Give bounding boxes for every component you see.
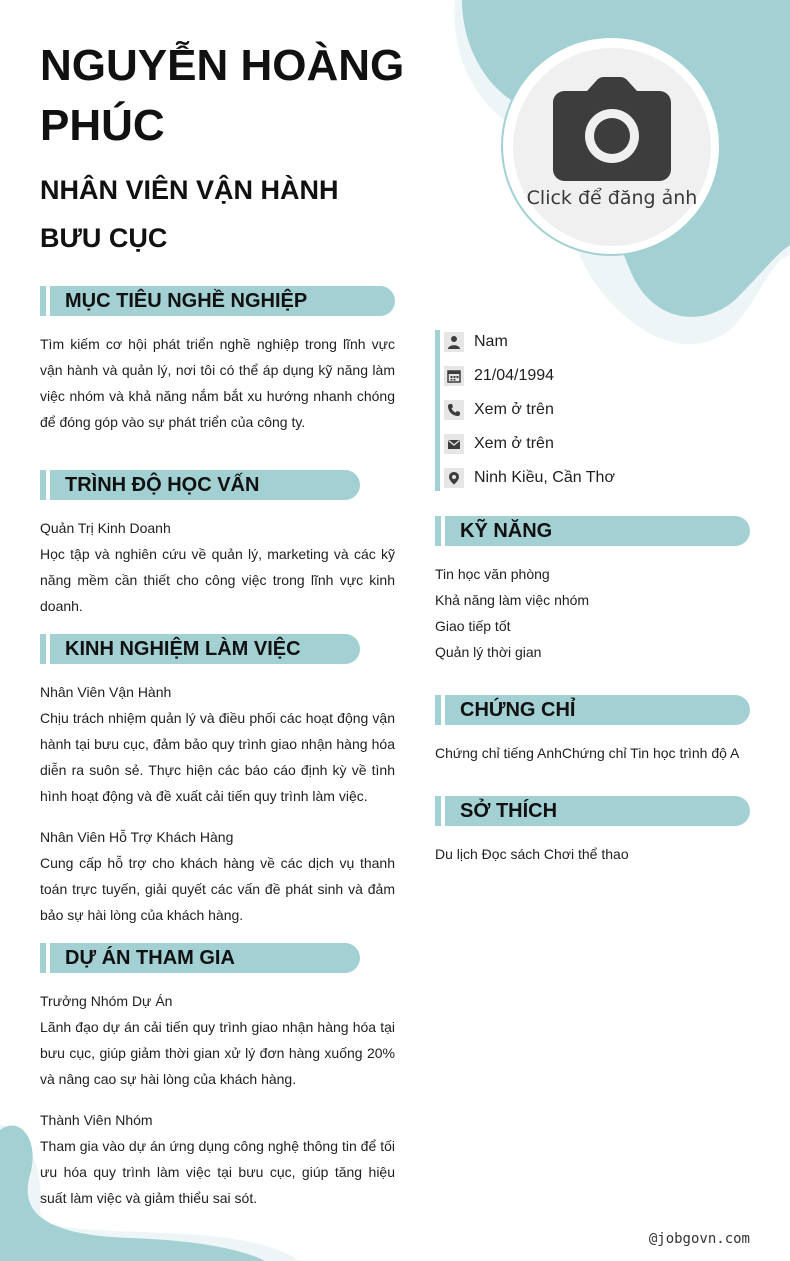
- experience-item-title: Nhân Viên Hỗ Trợ Khách Hàng: [40, 829, 234, 845]
- location-pin-icon: [444, 468, 464, 488]
- section-hobbies-header: [435, 796, 750, 826]
- skill-item: Khả năng làm việc nhóm: [435, 592, 590, 608]
- section-experience-header: [40, 634, 360, 664]
- section-projects-header: [40, 943, 360, 973]
- header-accent-bar: [40, 470, 46, 500]
- person-icon: [444, 332, 464, 352]
- section-title: KỸ NĂNG: [445, 516, 750, 546]
- email-icon: [444, 434, 464, 454]
- section-education-header: [40, 470, 360, 500]
- project-item-title: Trưởng Nhóm Dự Án: [40, 993, 173, 1009]
- experience-item-title: Nhân Viên Vận Hành: [40, 684, 172, 700]
- section-skills-header: [435, 516, 750, 546]
- header-accent-bar: [435, 695, 441, 725]
- section-title: DỰ ÁN THAM GIA: [50, 943, 360, 973]
- job-title: NHÂN VIÊN VẬN HÀNH BƯU CỤC: [40, 175, 339, 253]
- section-title: KINH NGHIỆM LÀM VIỆC: [50, 634, 360, 664]
- calendar-icon: [444, 366, 464, 386]
- camera-icon[interactable]: [553, 77, 671, 181]
- header-accent-bar: [435, 516, 441, 546]
- section-title: TRÌNH ĐỘ HỌC VẤN: [50, 470, 360, 500]
- contact-value: Xem ở trên: [474, 435, 554, 452]
- education-item-text: Học tập và nghiên cứu về quản lý, marketing và các kỹ năng mềm cần thiết cho công việc trong lĩnh vực kinh doanh.: [40, 546, 395, 614]
- contact-value: Nam: [474, 333, 508, 350]
- header-accent-bar: [40, 286, 46, 316]
- contact-accent-line: [435, 330, 440, 491]
- skill-item: Tin học văn phòng: [435, 566, 550, 582]
- skill-item: Giao tiếp tốt: [435, 618, 511, 634]
- section-title: CHỨNG CHỈ: [445, 695, 750, 725]
- project-item-text: Lãnh đạo dự án cải tiến quy trình giao nhận hàng hóa tại bưu cục, giúp giảm thời gian xử lý đơn hàng xuống 20% và nâng cao sự hài lòng của khách hàng.: [40, 1019, 395, 1087]
- header-accent-bar: [435, 796, 441, 826]
- skill-item: Quản lý thời gian: [435, 644, 542, 660]
- candidate-name: NGUYỄN HOÀNG PHÚC: [40, 41, 405, 150]
- contact-value: 21/04/1994: [474, 367, 555, 384]
- certificates-text: Chứng chỉ tiếng AnhChứng chỉ Tin học trình độ A: [435, 745, 740, 761]
- contact-value: Xem ở trên: [474, 401, 554, 418]
- education-item-title: Quản Trị Kinh Doanh: [40, 520, 171, 536]
- contact-value: Ninh Kiều, Cần Thơ: [474, 469, 615, 486]
- section-objective-header: [40, 286, 395, 316]
- project-item-title: Thành Viên Nhóm: [40, 1112, 153, 1128]
- phone-icon: [444, 400, 464, 420]
- section-certificates-header: [435, 695, 750, 725]
- footer-watermark: @jobgovn.com: [648, 1231, 750, 1247]
- experience-item-text: Chịu trách nhiệm quản lý và điều phối các hoạt động vận hành tại bưu cục, đảm bảo quy trình giao nhận hàng hóa diễn ra suôn sẻ. Thực hiện các báo cáo định kỳ về tình hình hoạt động và đề xuất cải tiến quy trình làm việc.: [40, 710, 395, 804]
- photo-upload-label[interactable]: Click để đăng ảnh: [526, 187, 698, 209]
- section-title: MỤC TIÊU NGHỀ NGHIỆP: [50, 286, 395, 316]
- header-accent-bar: [40, 943, 46, 973]
- objective-text: Tìm kiếm cơ hội phát triển nghề nghiệp trong lĩnh vực vận hành và quản lý, nơi tôi có thể áp dụng kỹ năng làm việc nhóm và khả năng nắm bắt xu hướng nhanh chóng để đóng góp vào sự phát triển của công ty.: [40, 336, 395, 430]
- section-title: SỞ THÍCH: [445, 796, 750, 826]
- hobbies-text: Du lịch Đọc sách Chơi thể thao: [435, 846, 629, 862]
- header-accent-bar: [40, 634, 46, 664]
- project-item-text: Tham gia vào dự án ứng dụng công nghệ thông tin để tối ưu hóa quy trình làm việc tại bưu cục, giúp tăng hiệu suất làm việc và giảm thiểu sai sót.: [40, 1138, 395, 1206]
- experience-item-text: Cung cấp hỗ trợ cho khách hàng về các dịch vụ thanh toán trực tuyến, giải quyết các vấn đề phát sinh và đảm bảo sự hài lòng của khách hàng.: [40, 855, 395, 923]
